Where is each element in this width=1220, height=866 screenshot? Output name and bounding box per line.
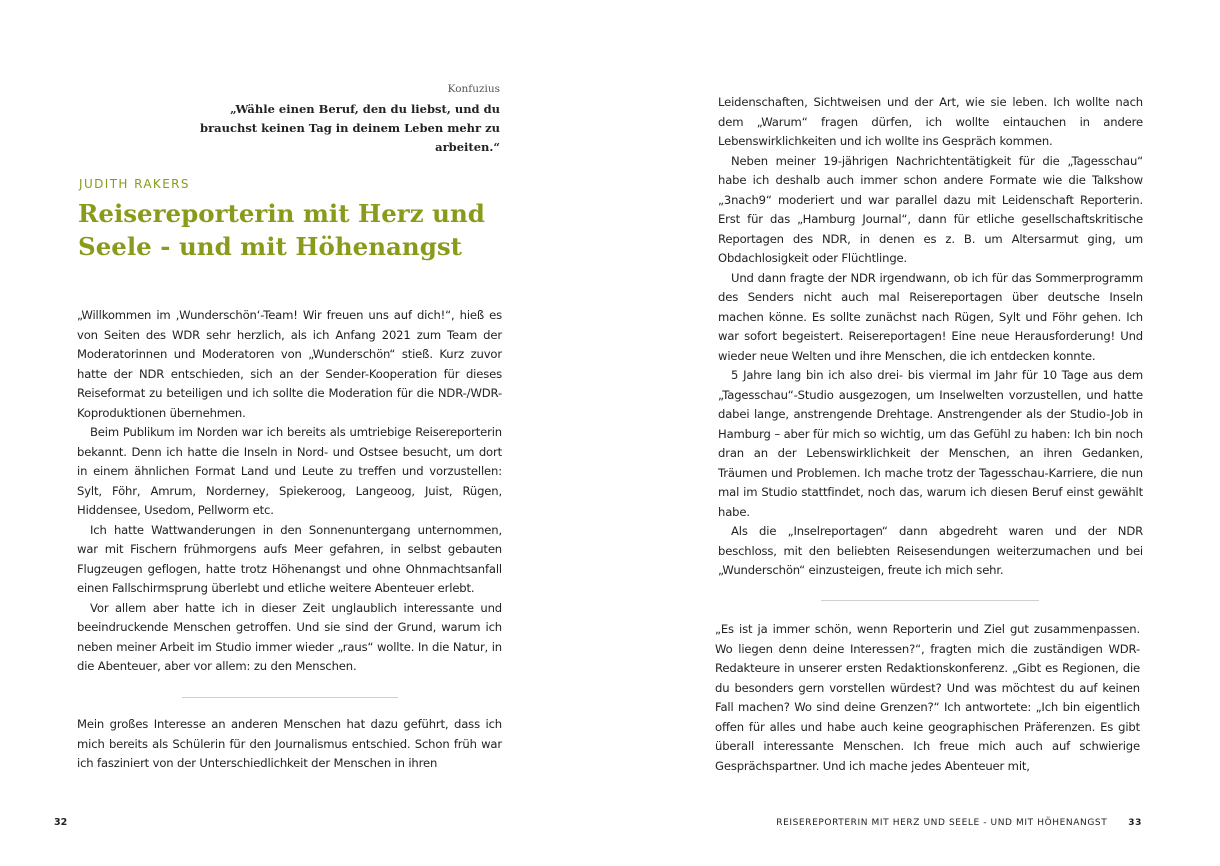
- paragraph: „Willkommen im ‚Wunderschön‘-Team! Wir freuen uns auf dich!“, hieß es von Seiten des WDR sehr herzlich, als ich Anfang 2021 zum Team der Moderatorinnen und Moderatoren von „Wunderschön“ stieß. Kurz zuvor hatte der NDR entschieden, sich an der Sender-Kooperation für dieses Reiseformat zu beteiligen und ich sollte die Moderation für die NDR-/WDR-Koproduktionen übernehmen.: [77, 308, 502, 420]
- body-text-right-section-1: [718, 93, 1143, 581]
- paragraph: 5 Jahre lang bin ich also drei- bis viermal im Jahr für 10 Tage aus dem „Tagesschau“-Studio ausgezogen, um Inselwelten vorzustellen, und hatte dabei lange, anstrengende Drehtage. Anstrengender als der Studio-Job in Hamburg – aber für mich so wichtig, um das Gefühl zu haben: Ich bin noch dran an der Lebenswirklichkeit der Menschen, an ihren Gedanken, Träumen und Problemen. Ich mache trotz der Tagesschau-Karriere, die nun mal im Studio stattfindet, noch das, warum ich diesen Beruf einst gewählt habe.: [718, 368, 1143, 519]
- running-head-text: REISEREPORTERIN MIT HERZ UND SEELE - UND MIT HÖHENANGST: [776, 818, 1108, 828]
- body-text-left-section-1: [77, 306, 502, 677]
- paragraph: Vor allem aber hatte ich in dieser Zeit unglaublich interessante und beeindruckende Menschen getroffen. Und sie sind der Grund, warum ich neben meiner Arbeit im Studio immer wieder „raus“ wollte. In die Natur, in die Abenteuer, aber vor allem: zu den Menschen.: [77, 600, 502, 673]
- paragraph: Mein großes Interesse an anderen Menschen hat dazu geführt, dass ich mich bereits als Schülerin für den Journalismus entschied. Schon früh war ich fasziniert von der Unterschiedlichkeit der Menschen in ihren: [77, 717, 502, 770]
- epigraph-author: Konfuzius: [447, 83, 500, 95]
- body-text-left-section-2: [77, 715, 502, 774]
- paragraph: Als die „Inselreportagen“ dann abgedreht waren und der NDR beschloss, mit den beliebten Reisesendungen weiterzumachen und bei „Wunderschön“ einzusteigen, freute ich mich sehr.: [718, 524, 1143, 577]
- body-text-right-section-2: [715, 620, 1140, 776]
- running-head: [776, 816, 1142, 830]
- paragraph: Leidenschaften, Sichtweisen und der Art, wie sie leben. Ich wollte nach dem „Warum“ fragen dürfen, ich wollte eintauchen in andere Lebenswirklichkeiten und ich wollte ins Gespräch kommen.: [718, 95, 1143, 148]
- section-divider: [821, 600, 1039, 601]
- page-number-left: 32: [54, 817, 68, 828]
- chapter-kicker: JUDITH RAKERS: [79, 177, 190, 191]
- paragraph: „Es ist ja immer schön, wenn Reporterin und Ziel gut zusammenpassen. Wo liegen denn deine Interessen?“, fragten mich die zuständigen WDR-Redakteure in unserer ersten Redaktionskonferenz. „Gibt es Regionen, die du besonders gern vorstellen würdest? Und was möchtest du auf keinen Fall machen? Wo sind deine Grenzen?“ Ich antwortete: „Ich bin eigentlich offen für alles und habe auch keine geographischen Präferenzen. Es gibt überall interessante Menschen. Ich freue mich auch auf schwierige Gesprächspartner. Und ich mache jedes Abenteuer mit,: [715, 622, 1140, 773]
- epigraph: [200, 80, 500, 157]
- epigraph-quote: „Wähle einen Beruf, den du liebst, und du brauchst keinen Tag in deinem Leben mehr zu arbeiten.“: [200, 102, 500, 154]
- section-divider: [182, 697, 398, 698]
- paragraph: Und dann fragte der NDR irgendwann, ob ich für das Sommerprogramm des Senders nicht auch mal Reisereportagen über deutsche Inseln machen könne. Es sollte zunächst nach Rügen, Sylt und Föhr gehen. Ich war sofort begeistert. Reisereportagen! Eine neue Herausforderung! Und wieder neue Welten und ihre Menschen, die ich entdecken konnte.: [718, 270, 1143, 363]
- chapter-title: Reisereporterin mit Herz und Seele - und mit Höhenangst: [78, 199, 485, 261]
- paragraph: Ich hatte Wattwanderungen in den Sonnenuntergang unternommen, war mit Fischern frühmorgens aufs Meer gefahren, in selbst gebauten Flugzeugen geflogen, hatte trotz Höhenangst und ohne Ohnmachtsanfall einen Fallschirmsprung überlebt und etliche weitere Abenteuer erlebt.: [77, 522, 502, 595]
- paragraph: Neben meiner 19-jährigen Nachrichtentätigkeit für die „Tagesschau“ habe ich deshalb auch immer schon andere Formate wie die Talkshow „3nach9“ moderiert und war parallel dazu mit Leidenschaft Reporterin. Erst für das „Hamburg Journal“, dann für etliche gesellschaftskritische Reportagen des NDR, in denen es z. B. um Altersarmut ging, um Obdachlosigkeit oder Flüchtlinge.: [718, 153, 1143, 265]
- right-page: [610, 0, 1220, 866]
- page-number-right: 33: [1128, 818, 1142, 828]
- paragraph: Beim Publikum im Norden war ich bereits als umtriebige Reisereporterin bekannt. Denn ich hatte die Inseln in Nord- und Ostsee besucht, um dort in einem ähnlichen Format Land und Leute zu treffen und vorzustellen: Sylt, Föhr, Amrum, Norderney, Spiekeroog, Langeoog, Juist, Rügen, Hiddensee, Usedom, Pellworm etc.: [77, 425, 502, 517]
